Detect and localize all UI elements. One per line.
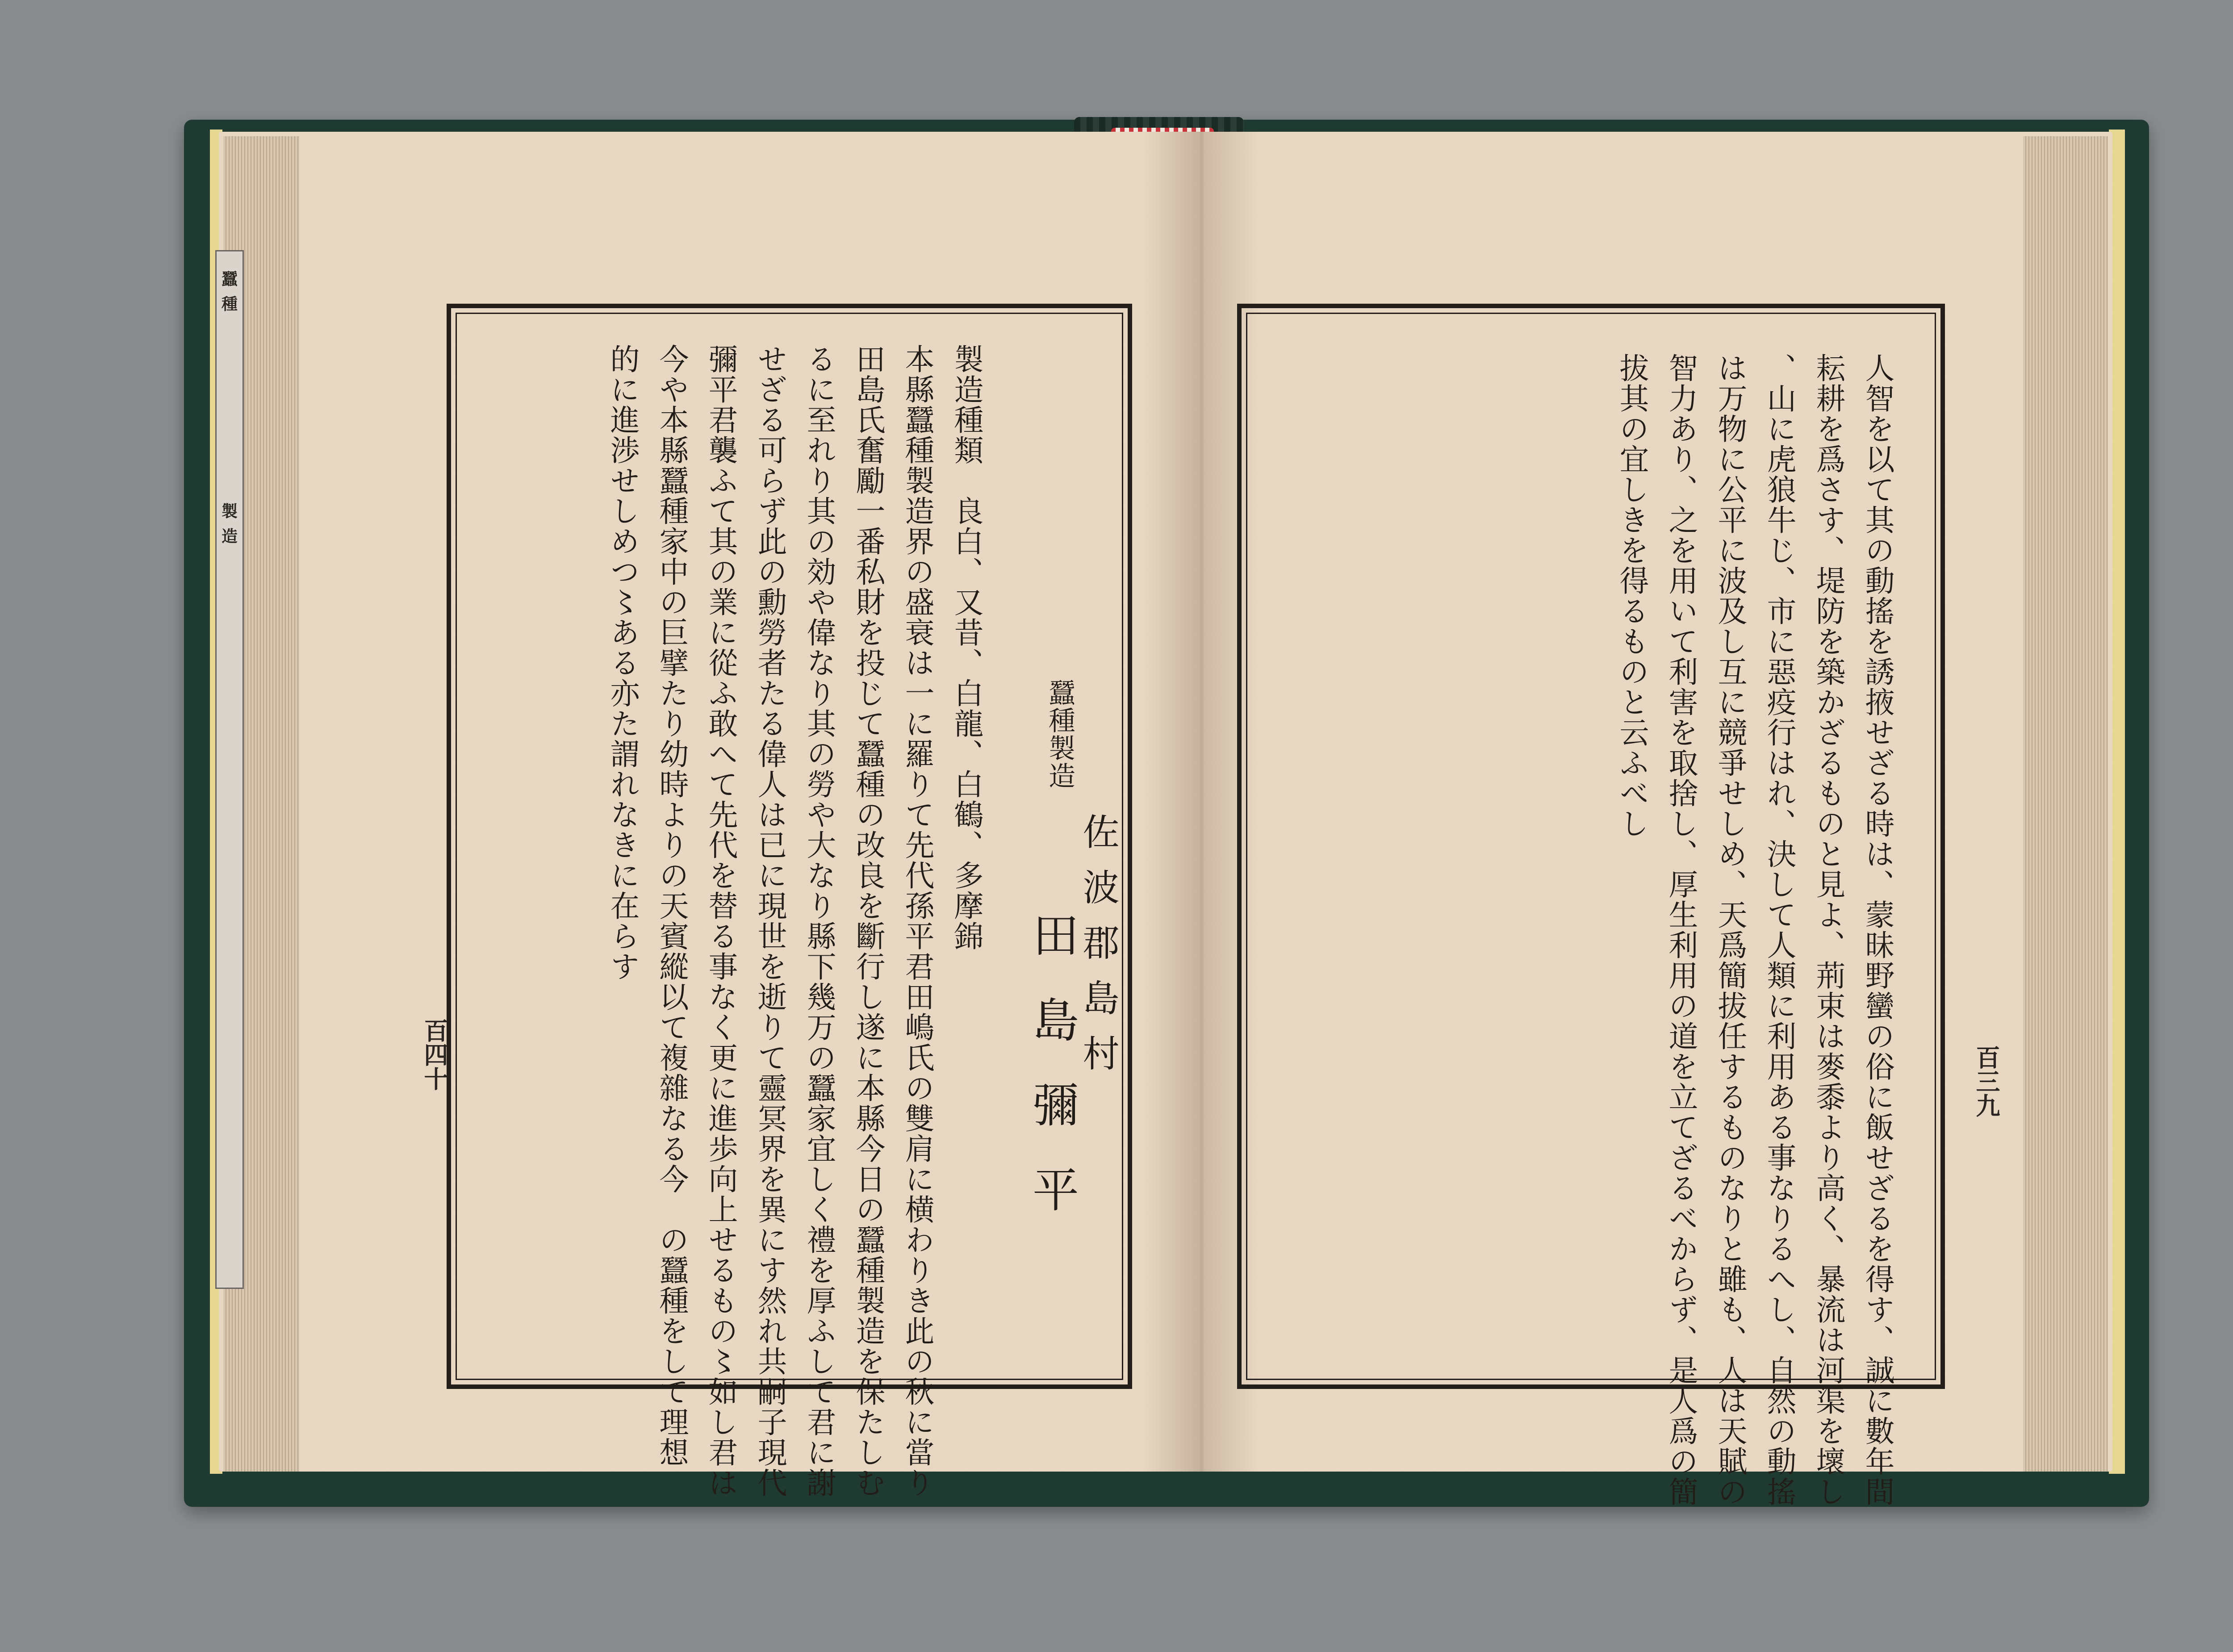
left-body-column: 今や本縣蠶種家中の巨擘たり幼時よりの天賓縱以て複雜なる今 の蠶種をして理想	[654, 344, 689, 1468]
left-body-column: るに至れり其の効や偉なり其の勞や大なり縣下幾万の蠶家宜しく禮を厚ふして君に謝	[802, 344, 836, 1498]
tab-glyph: 造	[221, 527, 238, 546]
left-body-column: 的に進渉せしめつ〻ある亦た謂れなきに在らす	[605, 344, 640, 982]
index-tab-strip	[215, 250, 244, 1289]
author-name: 田島彌平	[1025, 911, 1079, 1251]
right-body-column: は万物に公平に波及し互に競爭せしめ、天爲簡拔任するものなりと雖も、人は天賦の	[1713, 353, 1747, 1507]
right-body-column: 拔其の宜しきを得るものと云ふべし	[1614, 353, 1649, 839]
tab-glyph: 製	[221, 502, 238, 521]
left-body-column: 彌平君襲ふて其の業に從ふ敢へて先代を替る事なく更に進歩向上せるもの〻如し君は	[703, 344, 738, 1498]
left-body-column: 田島氏奮勵一番私財を投じて蠶種の改良を斷行し遂に本縣今日の蠶種製造を保たしむ	[851, 344, 885, 1498]
tab-glyph: 蠶	[221, 270, 238, 289]
right-body-column: 人智を以て其の動搖を誘掖せざる時は、蒙昧野蠻の俗に飯せざるを得す、誠に數年間	[1860, 353, 1894, 1507]
right-body-column: 智力あり、之を用いて利害を取捨し、厚生利用の道を立てざるべからず、是人爲の簡	[1664, 353, 1698, 1507]
page-number-left: 百四十	[420, 1018, 449, 1091]
article-title: 蠶種製造	[1044, 679, 1075, 790]
left-body-column: 本縣蠶種製造界の盛衰は一に羅りて先代孫平君田嶋氏の雙肩に横わりき此の秋に當り	[900, 344, 934, 1498]
author-region: 佐波郡島村	[1077, 813, 1119, 1090]
right-body-column: 、山に虎狼牛じ、市に惡疫行はれ、決して人類に利用ある事なりるへし、自然の動搖	[1762, 353, 1796, 1507]
page-number-right: 百三九	[1972, 1045, 2001, 1117]
page-edges-right	[2023, 136, 2108, 1472]
left-body-column: 製造種類 良白、又昔、白龍、白鶴、多摩錦	[949, 344, 983, 951]
tab-glyph: 種	[221, 295, 238, 314]
right-body-column: 耘耕を爲さす、堤防を築かざるものと見よ、荊束は麥黍より高く、暴流は河渠を壞し	[1811, 353, 1845, 1507]
left-body-column: せざる可らず此の勳勞者たる偉人は已に現世を逝りて靈冥界を異にす然れ共嗣子現代	[753, 344, 787, 1498]
